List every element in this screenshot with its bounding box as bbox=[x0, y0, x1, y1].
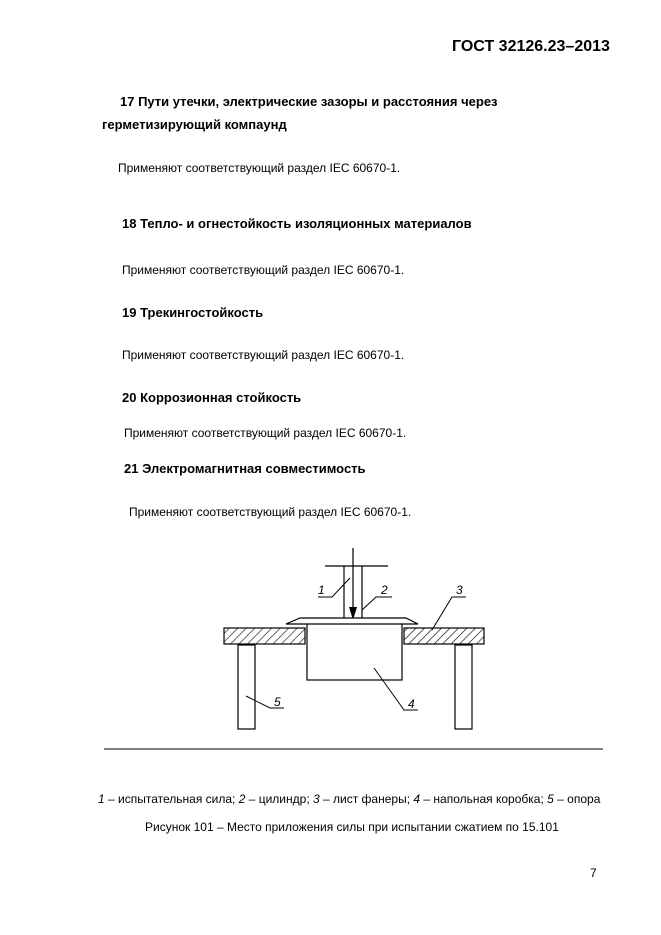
legend-text-1: – испытательная сила; bbox=[104, 792, 239, 806]
cylinder bbox=[325, 566, 388, 620]
legend-text-2: – цилиндр; bbox=[245, 792, 313, 806]
legend-num-2: 2 bbox=[238, 792, 246, 806]
test-force-arrow bbox=[349, 548, 357, 620]
section-20-heading: 20 Коррозионная стойкость bbox=[122, 390, 302, 405]
callout-5: 5 bbox=[274, 695, 281, 709]
legend-num-4: 4 bbox=[413, 792, 421, 806]
section-21-heading: 21 Электромагнитная совместимость bbox=[124, 461, 366, 476]
section-21-text: Применяют соответствующий раздел IEC 60670-1. bbox=[129, 505, 412, 519]
section-20-text: Применяют соответствующий раздел IEC 60670-1. bbox=[124, 426, 407, 440]
legend-text-5: – опора bbox=[553, 792, 601, 806]
callout-2: 2 bbox=[381, 583, 388, 597]
callout-1: 1 bbox=[318, 583, 325, 597]
section-19-text: Применяют соответствующий раздел IEC 60670-1. bbox=[122, 348, 405, 362]
legend-text-4: – напольная коробка; bbox=[420, 792, 548, 806]
section-17-text: Применяют соответствующий раздел IEC 60670-1. bbox=[118, 161, 401, 175]
section-18-text: Применяют соответствующий раздел IEC 60670-1. bbox=[122, 263, 405, 277]
section-19-heading: 19 Трекингостойкость bbox=[122, 305, 264, 320]
figure-caption: Рисунок 101 – Место приложения силы при испытании сжатием по 15.101 bbox=[145, 820, 559, 834]
floor-box bbox=[286, 618, 418, 680]
document-header: ГОСТ 32126.23–2013 bbox=[452, 38, 610, 55]
page-number: 7 bbox=[590, 866, 597, 880]
figure-legend bbox=[98, 792, 600, 806]
section-17-heading-line2: герметизирующий компаунд bbox=[102, 117, 287, 132]
section-17-heading-line1: 17 Пути утечки, электрические зазоры и расстояния через bbox=[120, 94, 498, 109]
callout-3: 3 bbox=[456, 583, 463, 597]
section-18-heading: 18 Тепло- и огнестойкость изоляционных материалов bbox=[122, 216, 472, 231]
legend-num-3: 3 bbox=[312, 792, 320, 806]
legend-text-3: – лист фанеры; bbox=[319, 792, 414, 806]
callout-4: 4 bbox=[408, 697, 415, 711]
legend-num-1: 1 bbox=[98, 792, 105, 806]
legend-num-5: 5 bbox=[547, 792, 554, 806]
